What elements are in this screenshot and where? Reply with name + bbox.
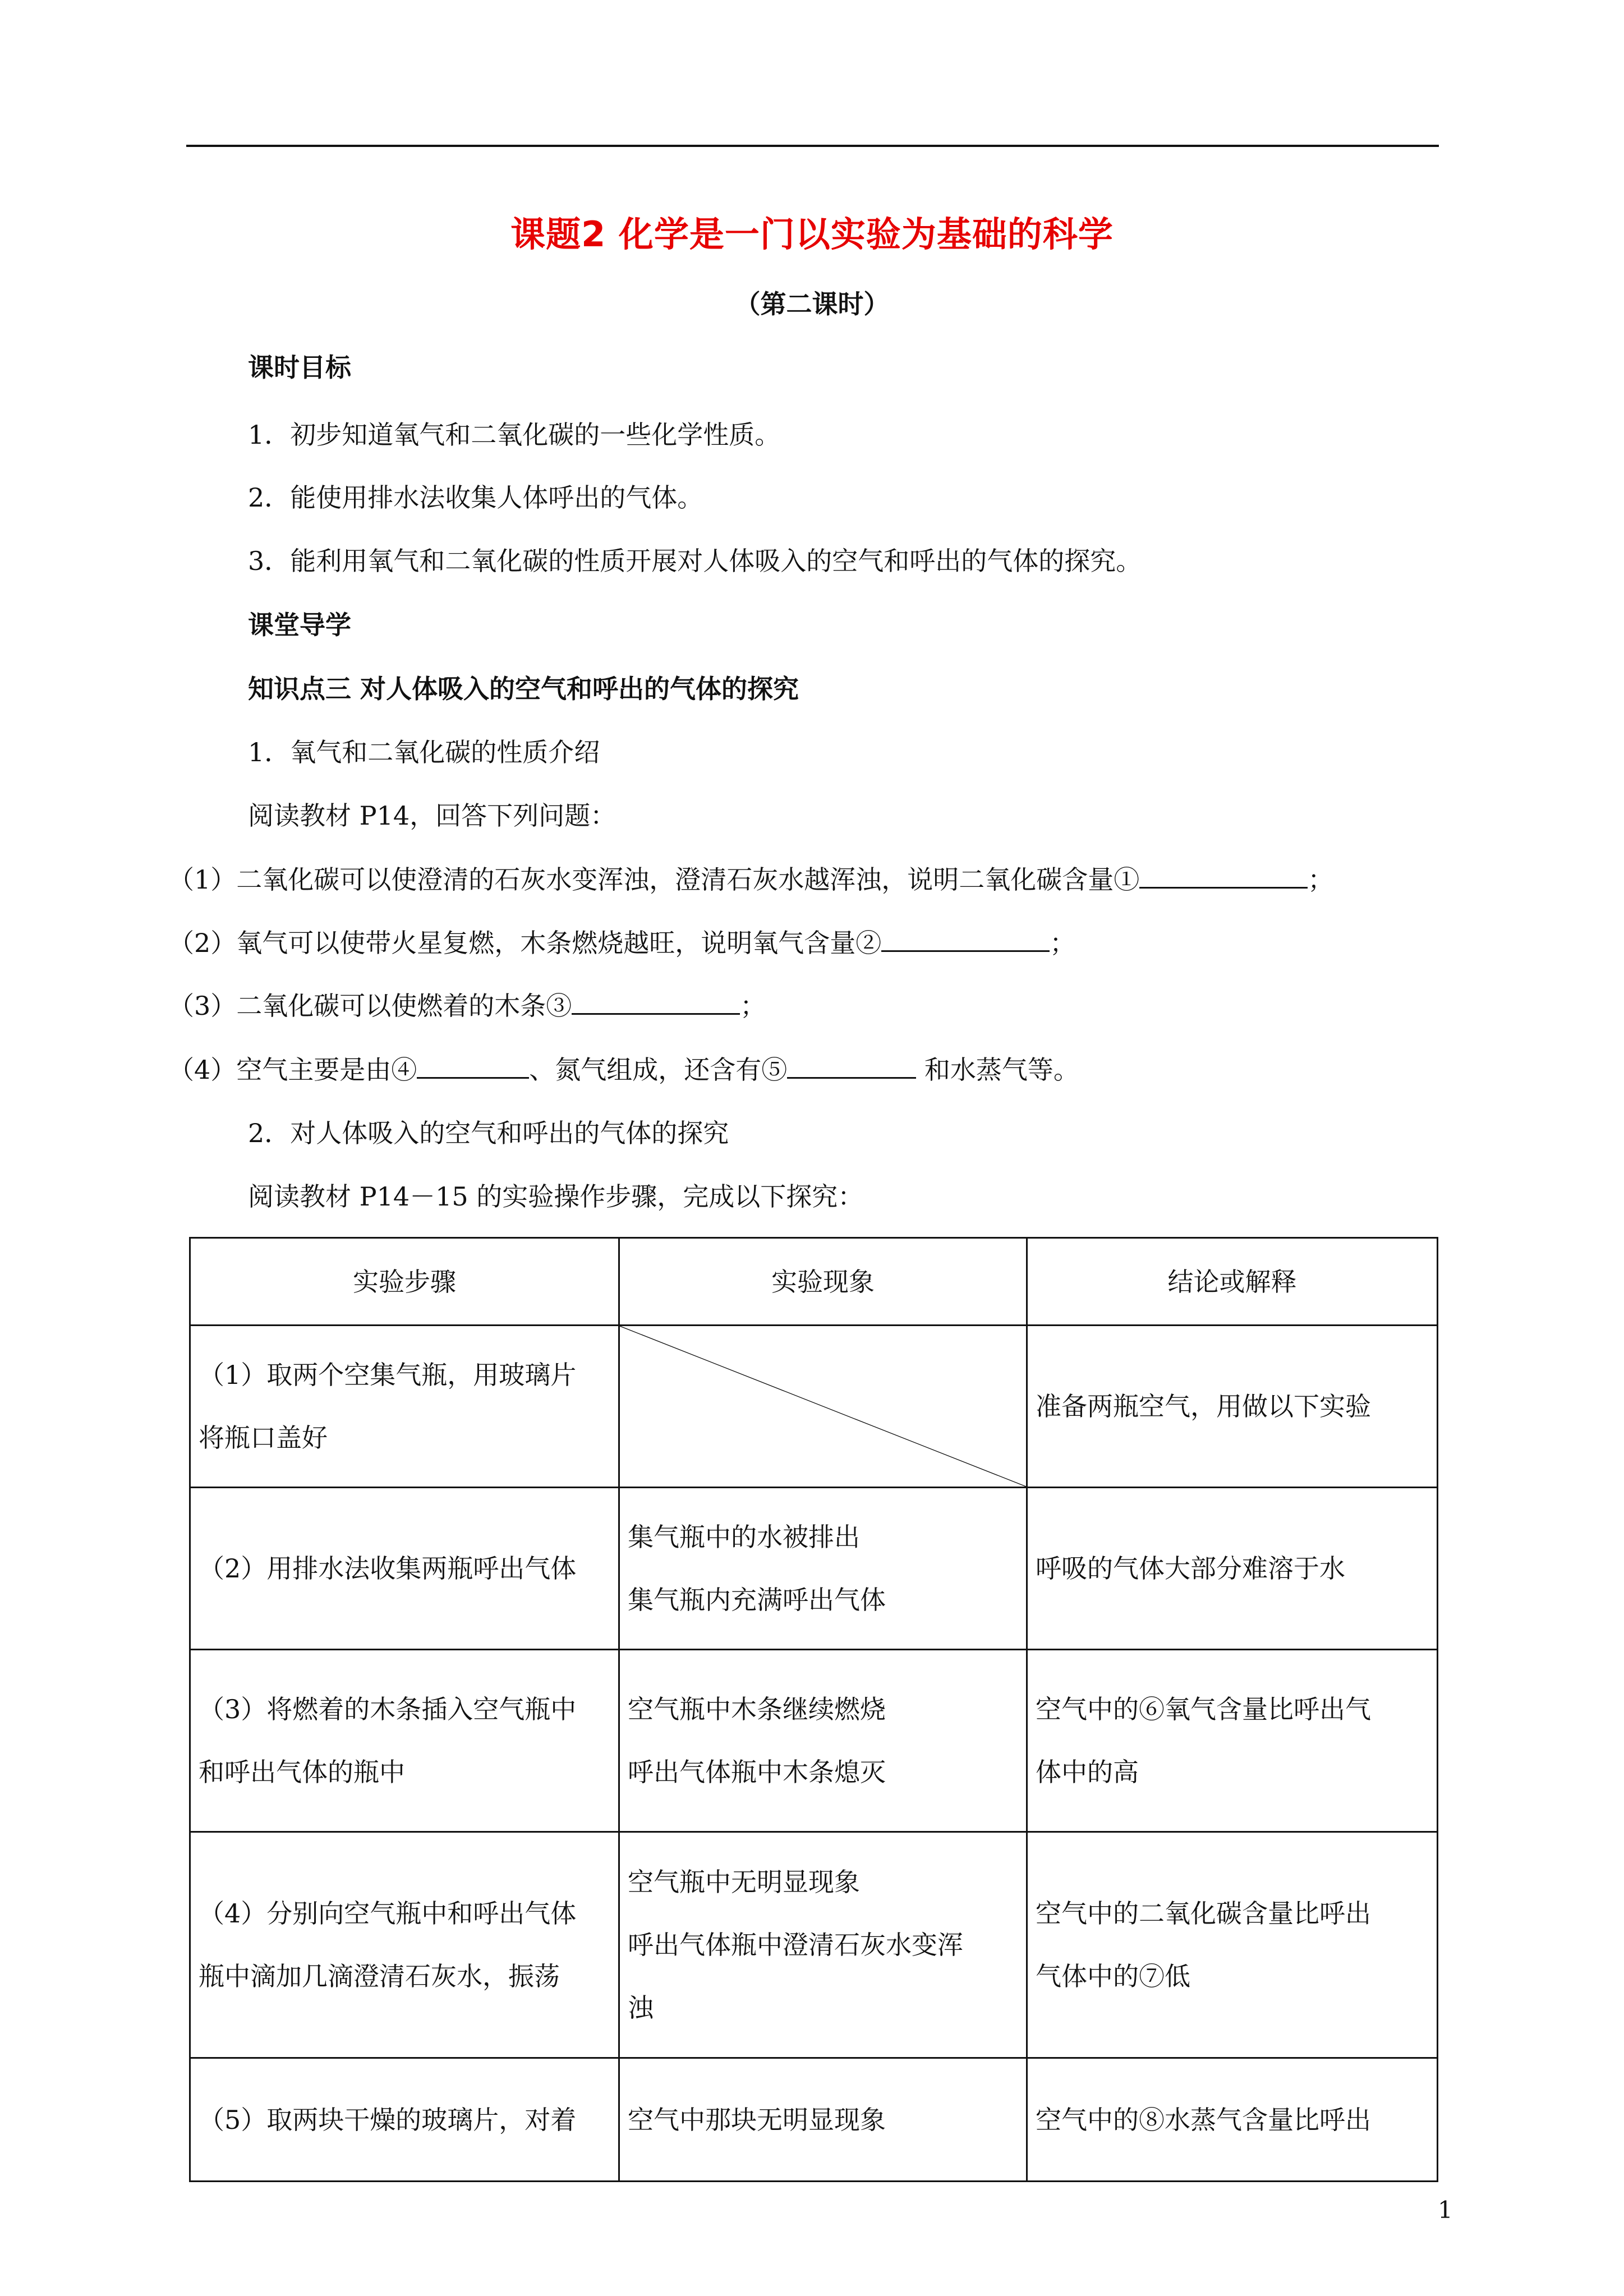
- row1-conclusion-line1: 准备两瓶空气，用做以下实验: [1036, 1391, 1371, 1421]
- row4-phenomenon-line2: 呼出气体瓶中澄清石灰水变浑: [628, 1930, 963, 1960]
- answer-blank-5[interactable]: [787, 1052, 916, 1079]
- question-2-text: （2）氧气可以使带火星复燃，木条燃烧越旺，说明氧气含量②: [168, 928, 882, 958]
- table-row: [190, 2058, 1438, 2182]
- header-phenomenon: 实验现象: [619, 1238, 1027, 1326]
- row4-phenomenon: [619, 1832, 1027, 2058]
- question-1-text: （1）二氧化碳可以使澄清的石灰水变浑浊，澄清石灰水越浑浊，说明二氧化碳含量①: [168, 864, 1140, 895]
- row4-conclusion: [1027, 1832, 1438, 2058]
- question-4-text-a: （4）空气主要是由④: [168, 1055, 417, 1085]
- row4-phenomenon-line1: 空气瓶中无明显现象: [628, 1867, 860, 1897]
- experiment-table: [189, 1237, 1438, 2182]
- question-2-end: ；: [1050, 928, 1076, 958]
- row3-step-line1: （3）将燃着的木条插入空气瓶中: [199, 1694, 577, 1724]
- objectives-heading: 课时目标: [248, 352, 351, 383]
- row5-step-line1: （5）取两块干燥的玻璃片，对着: [199, 2104, 577, 2135]
- objective-item-2: 2．能使用排水法收集人体呼出的气体。: [248, 482, 703, 513]
- answer-blank-3[interactable]: [572, 988, 740, 1015]
- row1-step: [190, 1326, 619, 1488]
- table-row: [190, 1488, 1438, 1650]
- row4-conclusion-line1: 空气中的二氧化碳含量比呼出: [1036, 1898, 1371, 1929]
- row3-conclusion-line1: 空气中的⑥氧气含量比呼出气: [1036, 1694, 1371, 1724]
- table-row: [190, 1832, 1438, 2058]
- question-4-text-b: 、氮气组成，还含有⑤: [529, 1055, 788, 1085]
- row5-phenomenon-line1: 空气中那块无明显现象: [628, 2104, 886, 2135]
- question-3-text: （3）二氧化碳可以使燃着的木条③: [168, 991, 572, 1021]
- guide-heading: 课堂导学: [248, 610, 351, 640]
- question-1: [168, 862, 1333, 896]
- section-1-heading: 1．氧气和二氧化碳的性质介绍: [248, 737, 600, 767]
- row2-phenomenon: [619, 1488, 1027, 1650]
- row3-step-line2: 和呼出气体的瓶中: [199, 1757, 405, 1787]
- answer-blank-2[interactable]: [881, 926, 1050, 952]
- table-row: [190, 1326, 1438, 1488]
- row5-conclusion-line1: 空气中的⑧水蒸气含量比呼出: [1036, 2104, 1371, 2135]
- row4-conclusion-line2: 气体中的⑦低: [1036, 1961, 1190, 1991]
- answer-blank-1[interactable]: [1139, 862, 1308, 889]
- header-step: 实验步骤: [190, 1238, 619, 1326]
- table-header-row: [190, 1238, 1438, 1326]
- row3-conclusion-line2: 体中的高: [1036, 1757, 1139, 1787]
- row4-step-line1: （4）分别向空气瓶中和呼出气体: [199, 1898, 577, 1929]
- question-4-text-c: 和水蒸气等。: [916, 1055, 1079, 1085]
- row5-conclusion: [1027, 2058, 1438, 2182]
- question-3: [168, 988, 766, 1023]
- table-row: [190, 1650, 1438, 1832]
- diagonal-slash: [620, 1326, 1026, 1487]
- row3-step: [190, 1650, 619, 1832]
- question-1-end: ；: [1308, 864, 1334, 895]
- row2-conclusion-line1: 呼吸的气体大部分难溶于水: [1036, 1553, 1345, 1584]
- row1-phenomenon-empty: [619, 1326, 1027, 1488]
- question-4: [168, 1052, 1079, 1087]
- row2-phenomenon-line1: 集气瓶中的水被排出: [628, 1522, 860, 1552]
- knowledge-point-heading: 知识点三 对人体吸入的空气和呼出的气体的探究: [248, 674, 799, 704]
- page-subtitle: （第二课时）: [734, 289, 890, 319]
- row3-conclusion: [1027, 1650, 1438, 1832]
- row5-phenomenon: [619, 2058, 1027, 2182]
- header-conclusion: 结论或解释: [1027, 1238, 1438, 1326]
- row3-phenomenon-line1: 空气瓶中木条继续燃烧: [628, 1694, 886, 1724]
- row2-phenomenon-line2: 集气瓶内充满呼出气体: [628, 1585, 886, 1615]
- objective-item-1: 1．初步知道氧气和二氧化碳的一些化学性质。: [248, 420, 781, 450]
- row2-step: [190, 1488, 619, 1650]
- question-3-end: ；: [740, 991, 766, 1021]
- page-number: 1: [1438, 2196, 1453, 2224]
- row4-step: [190, 1832, 619, 2058]
- header-rule: [186, 145, 1439, 147]
- page-title: 课题2 化学是一门以实验为基础的科学: [510, 214, 1114, 255]
- reading-instruction-2: 阅读教材 P14－15 的实验操作步骤，完成以下探究：: [248, 1181, 864, 1212]
- reading-instruction-1: 阅读教材 P14，回答下列问题：: [248, 800, 617, 831]
- row1-step-line2: 将瓶口盖好: [199, 1423, 328, 1453]
- row3-phenomenon-line2: 呼出气体瓶中木条熄灭: [628, 1757, 886, 1787]
- row2-step-line1: （2）用排水法收集两瓶呼出气体: [199, 1553, 577, 1584]
- answer-blank-4[interactable]: [417, 1052, 529, 1079]
- row3-phenomenon: [619, 1650, 1027, 1832]
- section-2-heading: 2．对人体吸入的空气和呼出的气体的探究: [248, 1118, 729, 1148]
- row4-phenomenon-line3: 浊: [628, 1993, 654, 2023]
- row5-step: [190, 2058, 619, 2182]
- question-2: [168, 926, 1075, 960]
- row2-conclusion: [1027, 1488, 1438, 1650]
- objective-item-3: 3．能利用氧气和二氧化碳的性质开展对人体吸入的空气和呼出的气体的探究。: [248, 546, 1142, 576]
- row1-conclusion: [1027, 1326, 1438, 1488]
- row1-step-line1: （1）取两个空集气瓶，用玻璃片: [199, 1360, 577, 1390]
- row4-step-line2: 瓶中滴加几滴澄清石灰水，振荡: [199, 1961, 560, 1991]
